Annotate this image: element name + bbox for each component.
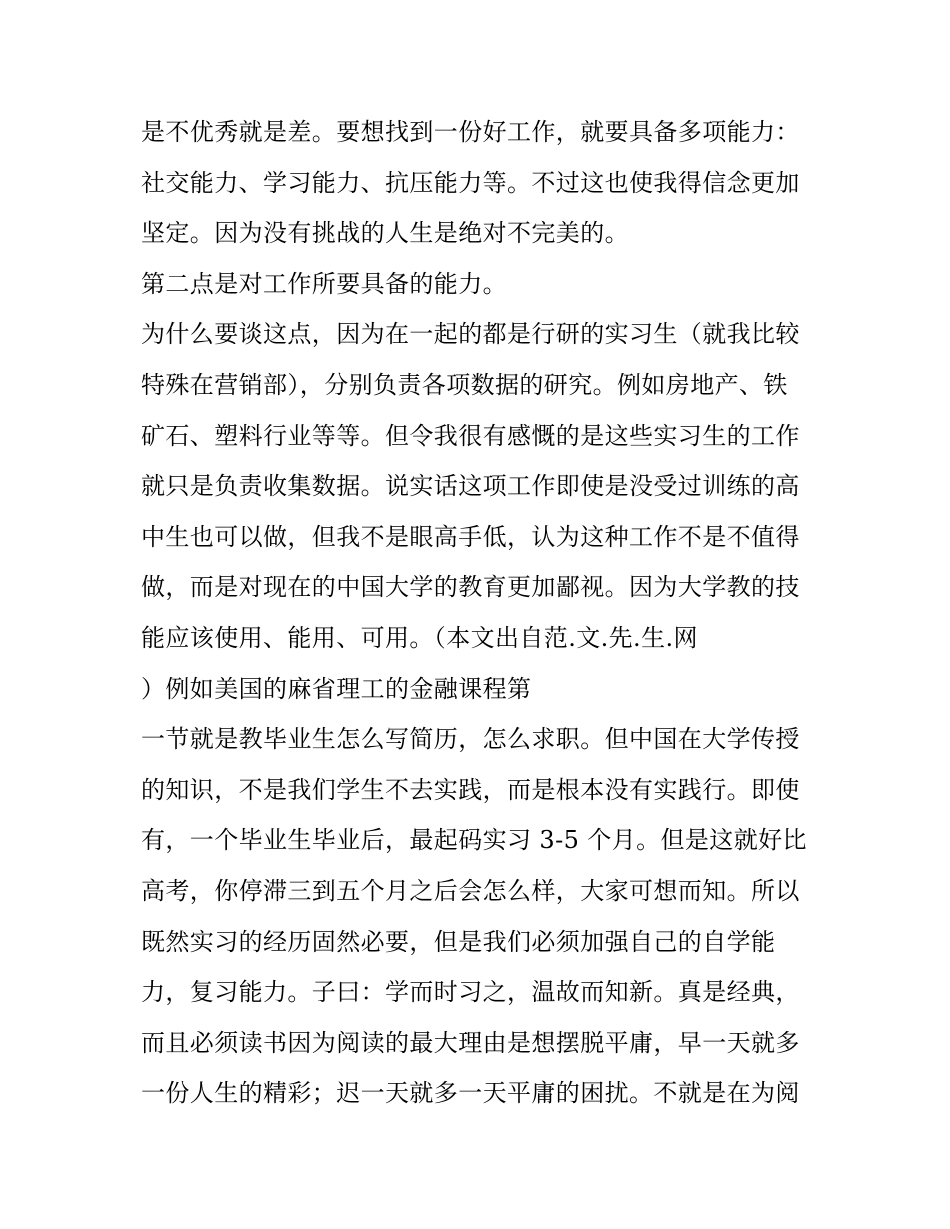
text-line: 坚定。因为没有挑战的人生是绝对不完美的。 — [141, 219, 629, 248]
text-line: ）例如美国的麻省理工的金融课程第 — [141, 674, 532, 703]
text-line: 能应该使用、能用、可用。（本文出自范.文.先.生.网 — [141, 623, 698, 652]
text-line: 就只是负责收集数据。说实话这项工作即使是没受过训练的高 — [141, 472, 800, 501]
text-line: 高考，你停滞三到五个月之后会怎么样，大家可想而知。所以 — [141, 876, 800, 905]
text-line: 一节就是教毕业生怎么写简历，怎么求职。但中国在大学传授 — [141, 725, 800, 754]
text-line: 力，复习能力。子曰：学而时习之，温故而知新。真是经典， — [141, 978, 800, 1007]
text-line: 的知识，不是我们学生不去实践，而是根本没有实践行。即使 — [141, 775, 800, 804]
text-line: 特殊在营销部），分别负责各项数据的研究。例如房地产、铁 — [141, 370, 788, 399]
text-line: 矿石、塑料行业等等。但令我很有感慨的是这些实习生的工作 — [141, 421, 800, 450]
body-text — [141, 107, 831, 1119]
text-line: 中生也可以做，但我不是眼高手低，认为这种工作不是不值得 — [141, 522, 800, 551]
text-line: 第二点是对工作所要具备的能力。 — [141, 269, 507, 298]
text-line: 一份人生的精彩；迟一天就多一天平庸的困扰。不就是在为阅 — [141, 1079, 800, 1108]
text-line: 有，一个毕业生毕业后，最起码实习 3-5 个月。但是这就好比 — [141, 826, 807, 855]
text-line: 而且必须读书因为阅读的最大理由是想摆脱平庸，早一天就多 — [141, 1028, 800, 1057]
text-line: 是不优秀就是差。要想找到一份好工作，就要具备多项能力： — [141, 118, 800, 146]
text-line: 社交能力、学习能力、抗压能力等。不过这也使我得信念更加 — [141, 168, 800, 197]
text-line: 为什么要谈这点，因为在一起的都是行研的实习生（就我比较 — [141, 320, 800, 349]
text-line: 做，而是对现在的中国大学的教育更加鄙视。因为大学教的技 — [141, 573, 800, 602]
text-line: 既然实习的经历固然必要，但是我们必须加强自己的自学能 — [141, 927, 776, 956]
